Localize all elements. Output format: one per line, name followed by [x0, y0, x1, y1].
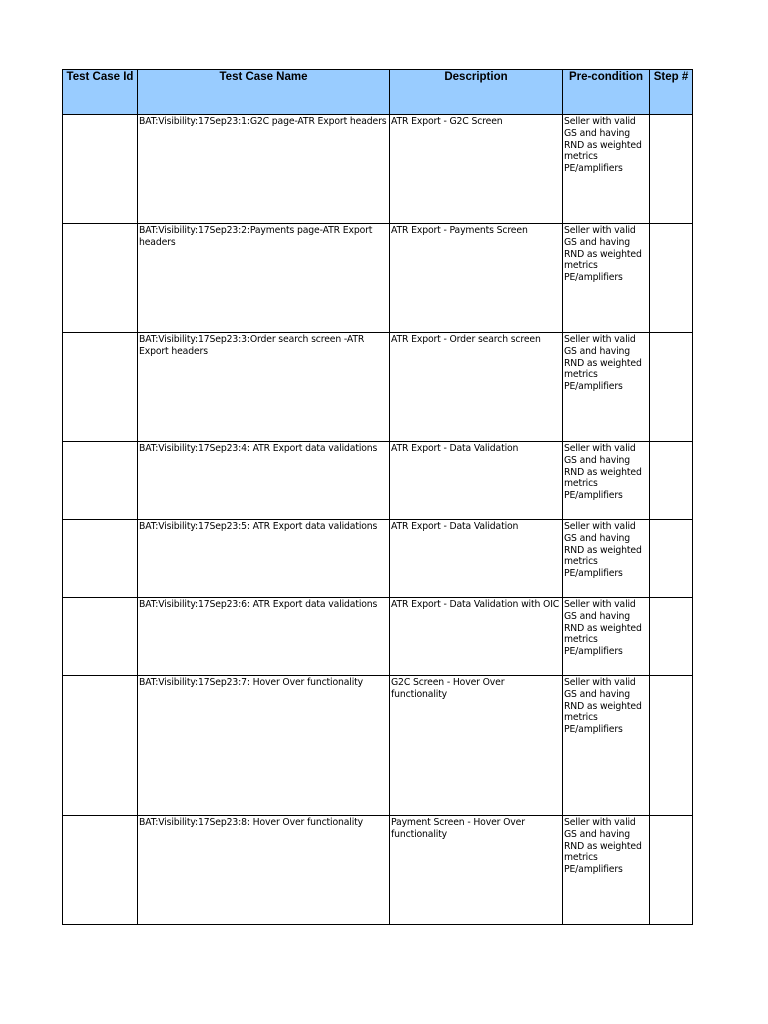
header-row [63, 70, 693, 115]
pre-condition-cell [563, 816, 650, 925]
description-cell: ATR Export - Order search screen [390, 333, 563, 442]
header-step: Step # [650, 70, 693, 115]
pre-condition-cell [563, 333, 650, 442]
pre-condition-line: GS and having [564, 345, 631, 357]
pre-condition-line: PE/amplifiers [564, 864, 623, 876]
test-case-id-cell [63, 333, 138, 442]
pre-condition-line: Seller with valid [564, 521, 636, 532]
pre-condition-line: RND as weighted [564, 357, 642, 369]
header-test-case-id: Test Case Id [63, 70, 138, 115]
table-row [63, 442, 693, 520]
test-case-id-cell [63, 224, 138, 333]
test-case-name-cell: BAT:Visibility:17Sep23:5: ATR Export data validations [138, 520, 390, 598]
test-case-name-cell: BAT:Visibility:17Sep23:1:G2C page-ATR Export headers [138, 115, 390, 224]
pre-condition-line: metrics [564, 712, 598, 724]
pre-condition-line: GS and having [564, 610, 631, 622]
description-cell: ATR Export - Data Validation with OIC [390, 598, 563, 676]
pre-condition-line: RND as weighted [564, 466, 642, 478]
pre-condition-line: Seller with valid [564, 817, 636, 828]
pre-condition-line: Seller with valid [564, 677, 636, 688]
pre-condition-line: PE/amplifiers [564, 381, 623, 393]
step-cell [650, 442, 693, 520]
description-cell: ATR Export - Payments Screen [390, 224, 563, 333]
table-row [63, 816, 693, 925]
table-row [63, 520, 693, 598]
pre-condition-cell [563, 598, 650, 676]
pre-condition-line: PE/amplifiers [564, 724, 623, 736]
pre-condition-line: metrics [564, 151, 598, 163]
pre-condition-line: GS and having [564, 236, 631, 248]
table-row [63, 598, 693, 676]
step-cell [650, 333, 693, 442]
pre-condition-line: PE/amplifiers [564, 568, 623, 580]
test-case-table [62, 69, 693, 925]
test-case-name-cell: BAT:Visibility:17Sep23:2:Payments page-ATR Export headers [138, 224, 390, 333]
test-case-name-cell: BAT:Visibility:17Sep23:8: Hover Over functionality [138, 816, 390, 925]
description-cell: ATR Export - G2C Screen [390, 115, 563, 224]
description-cell: ATR Export - Data Validation [390, 442, 563, 520]
pre-condition-line: Seller with valid [564, 334, 636, 345]
pre-condition-line: RND as weighted [564, 700, 642, 712]
pre-condition-line: RND as weighted [564, 139, 642, 151]
test-case-name-cell: BAT:Visibility:17Sep23:3:Order search screen -ATR Export headers [138, 333, 390, 442]
pre-condition-cell [563, 442, 650, 520]
test-case-name-cell: BAT:Visibility:17Sep23:7: Hover Over functionality [138, 676, 390, 816]
pre-condition-cell [563, 520, 650, 598]
step-cell [650, 598, 693, 676]
pre-condition-line: PE/amplifiers [564, 272, 623, 284]
pre-condition-line: metrics [564, 556, 598, 568]
test-case-id-cell [63, 442, 138, 520]
pre-condition-cell [563, 224, 650, 333]
pre-condition-line: metrics [564, 634, 598, 646]
pre-condition-line: RND as weighted [564, 840, 642, 852]
pre-condition-line: PE/amplifiers [564, 646, 623, 658]
table-row [63, 333, 693, 442]
test-case-id-cell [63, 816, 138, 925]
header-test-case-name: Test Case Name [138, 70, 390, 115]
step-cell [650, 224, 693, 333]
pre-condition-line: PE/amplifiers [564, 163, 623, 175]
pre-condition-line: GS and having [564, 688, 631, 700]
step-cell [650, 816, 693, 925]
description-cell: ATR Export - Data Validation [390, 520, 563, 598]
pre-condition-cell [563, 115, 650, 224]
test-case-id-cell [63, 115, 138, 224]
step-cell [650, 676, 693, 816]
pre-condition-line: Seller with valid [564, 599, 636, 610]
header-pre-condition: Pre-condition [563, 70, 650, 115]
pre-condition-line: RND as weighted [564, 248, 642, 260]
pre-condition-line: Seller with valid [564, 443, 636, 454]
pre-condition-line: GS and having [564, 532, 631, 544]
pre-condition-line: GS and having [564, 828, 631, 840]
description-cell: Payment Screen - Hover Over functionality [390, 816, 563, 925]
pre-condition-cell [563, 676, 650, 816]
pre-condition-line: PE/amplifiers [564, 490, 623, 502]
step-cell [650, 115, 693, 224]
description-cell: G2C Screen - Hover Over functionality [390, 676, 563, 816]
pre-condition-line: Seller with valid [564, 225, 636, 236]
pre-condition-line: RND as weighted [564, 622, 642, 634]
test-case-id-cell [63, 676, 138, 816]
pre-condition-line: GS and having [564, 454, 631, 466]
table-row [63, 224, 693, 333]
pre-condition-line: RND as weighted [564, 544, 642, 556]
test-case-id-cell [63, 520, 138, 598]
pre-condition-line: metrics [564, 478, 598, 490]
pre-condition-line: metrics [564, 852, 598, 864]
step-cell [650, 520, 693, 598]
pre-condition-line: GS and having [564, 127, 631, 139]
test-case-name-cell: BAT:Visibility:17Sep23:6: ATR Export data validations [138, 598, 390, 676]
pre-condition-line: Seller with valid [564, 116, 636, 127]
pre-condition-line: metrics [564, 260, 598, 272]
header-description: Description [390, 70, 563, 115]
table-row [63, 676, 693, 816]
test-case-id-cell [63, 598, 138, 676]
pre-condition-line: metrics [564, 369, 598, 381]
test-case-name-cell: BAT:Visibility:17Sep23:4: ATR Export data validations [138, 442, 390, 520]
table-row [63, 115, 693, 224]
